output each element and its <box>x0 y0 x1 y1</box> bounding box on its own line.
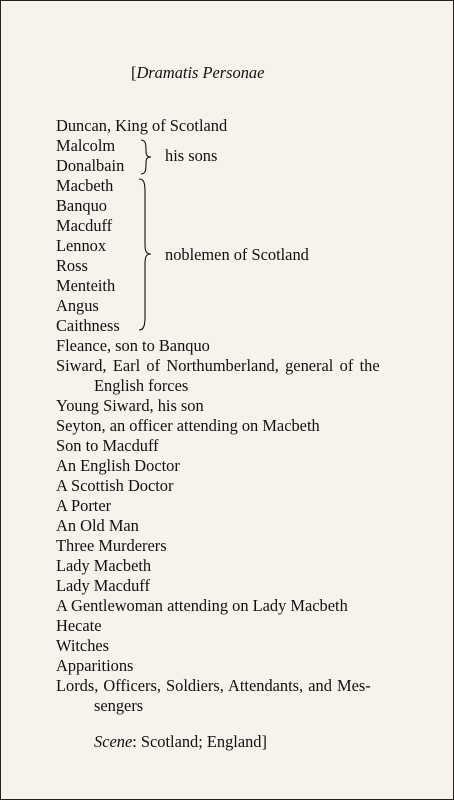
character-lennox: Lennox <box>56 236 107 255</box>
character-apparitions: Apparitions <box>56 656 134 675</box>
sons-label: his sons <box>165 146 218 165</box>
character-ross: Ross <box>56 256 88 275</box>
character-scottish-doctor: A Scottish Doctor <box>56 476 174 495</box>
character-hecate: Hecate <box>56 616 102 635</box>
heading-bracket: [ <box>131 63 137 82</box>
noblemen-brace <box>138 178 152 331</box>
character-malcolm: Malcolm <box>56 136 116 155</box>
dramatis-personae-heading <box>131 63 264 83</box>
character-gentlewoman: A Gentlewoman attending on Lady Macbeth <box>56 596 348 615</box>
heading-title: Dramatis Personae <box>136 63 265 82</box>
scene-line <box>94 732 267 752</box>
character-seyton: Seyton, an officer attending on Macbeth <box>56 416 320 435</box>
scene-text: : Scotland; England] <box>132 732 267 751</box>
character-angus: Angus <box>56 296 99 315</box>
character-english-doctor: An English Doctor <box>56 456 180 475</box>
character-caithness: Caithness <box>56 316 120 335</box>
character-donalbain: Donalbain <box>56 156 125 175</box>
character-duncan: Duncan, King of Scotland <box>56 116 228 135</box>
noblemen-label: noblemen of Scotland <box>165 245 309 264</box>
character-siward-continued: English forces <box>94 376 189 395</box>
character-witches: Witches <box>56 636 110 655</box>
character-lady-macduff: Lady Macduff <box>56 576 150 595</box>
character-porter: A Porter <box>56 496 112 515</box>
character-lady-macbeth: Lady Macbeth <box>56 556 152 575</box>
character-old-man: An Old Man <box>56 516 139 535</box>
character-lords-officers: Lords, Officers, Soldiers, Attendants, and Mes- <box>56 676 371 695</box>
character-macduff: Macduff <box>56 216 113 235</box>
character-banquo: Banquo <box>56 196 107 215</box>
character-macbeth: Macbeth <box>56 176 114 195</box>
character-lords-officers-continued: sengers <box>94 696 144 715</box>
character-fleance: Fleance, son to Banquo <box>56 336 210 355</box>
character-son-to-macduff: Son to Macduff <box>56 436 159 455</box>
character-siward: Siward, Earl of Northumberland, general of the <box>56 356 380 375</box>
character-young-siward: Young Siward, his son <box>56 396 204 415</box>
character-menteith: Menteith <box>56 276 116 295</box>
character-three-murderers: Three Murderers <box>56 536 167 555</box>
sons-brace <box>140 139 152 175</box>
scene-label: Scene <box>94 732 133 751</box>
